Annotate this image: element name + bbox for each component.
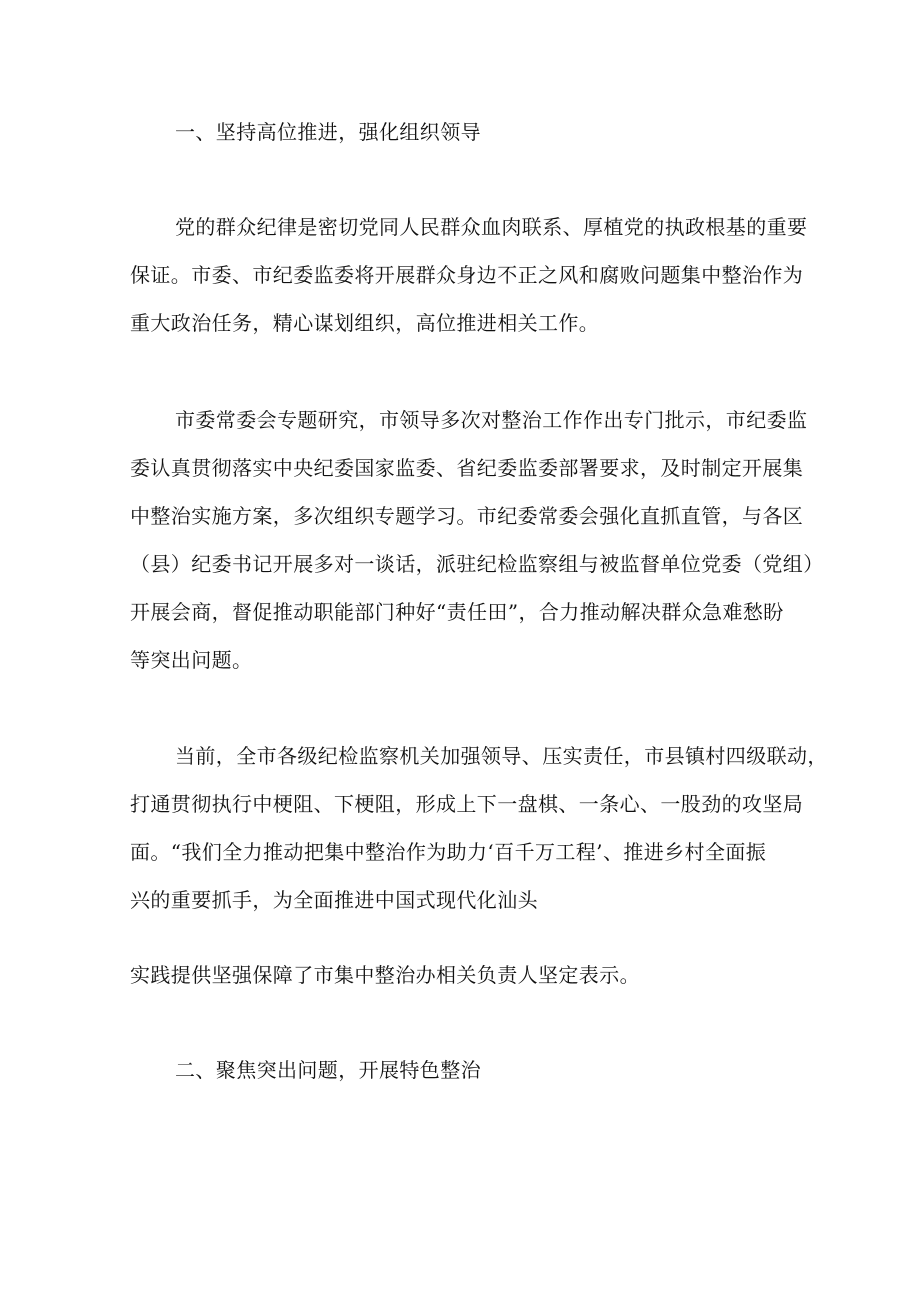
section-heading-1: 一、坚持高位推进，强化组织领导 [175, 120, 481, 144]
paragraph-3-line-3: 面。“我们全力推动把集中整治作为助力‘百千万工程’、推进乡村全面振 [130, 840, 767, 864]
paragraph-2-line-3: 中整治实施方案，多次组织专题学习。市纪委常委会强化直抓直管，与各区 [130, 504, 804, 528]
paragraph-1-line-1: 党的群众纪律是密切党同人民群众血肉联系、厚植党的执政根基的重要 [175, 215, 808, 239]
paragraph-4-line-1: 实践提供坚强保障了市集中整治办相关负责人坚定表示。 [130, 963, 640, 987]
section-heading-2: 二、聚焦突出问题，开展特色整治 [175, 1058, 481, 1082]
paragraph-2-line-6: 等突出问题。 [130, 648, 253, 672]
paragraph-2-line-1: 市委常委会专题研究，市领导多次对整治工作作出专门批示，市纪委监 [175, 408, 808, 432]
paragraph-3-line-1: 当前，全市各级纪检监察机关加强领导、压实责任，市县镇村四级联动， [175, 744, 828, 768]
paragraph-3-line-4: 兴的重要抓手，为全面推进中国式现代化汕头 [130, 888, 538, 912]
paragraph-1-line-2: 保证。市委、市纪委监委将开展群众身边不正之风和腐败问题集中整治作为 [130, 263, 804, 287]
paragraph-2-line-5: 开展会商，督促推动职能部门种好“责任田”，合力推动解决群众急难愁盼 [130, 600, 784, 624]
paragraph-1-line-3: 重大政治任务，精心谋划组织，高位推进相关工作。 [130, 311, 600, 335]
paragraph-2-line-4: （县）纪委书记开展多对一谈话，派驻纪检监察组与被监督单位党委（党组） [130, 552, 824, 576]
paragraph-3-line-2: 打通贯彻执行中梗阻、下梗阻，形成上下一盘棋、一条心、一股劲的攻坚局 [130, 792, 804, 816]
paragraph-2-line-2: 委认真贯彻落实中央纪委国家监委、省纪委监委部署要求，及时制定开展集 [130, 456, 804, 480]
